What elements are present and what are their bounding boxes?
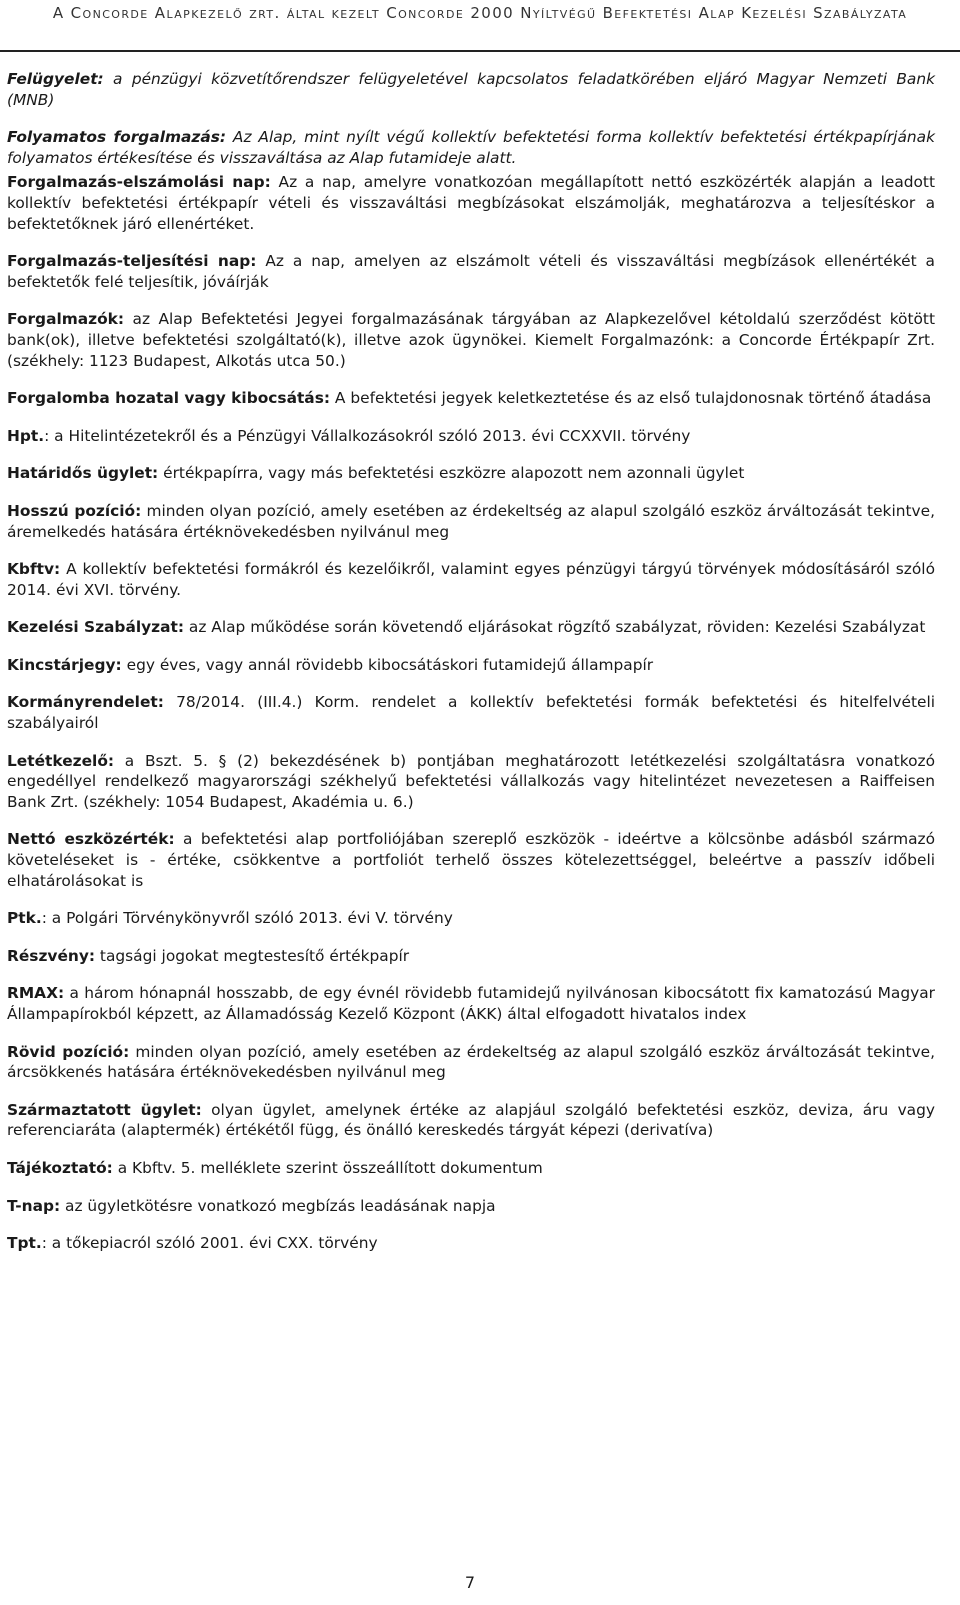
definition-term: Hosszú pozíció: (7, 501, 142, 520)
definition-text: a Kbftv. 5. melléklete szerint összeállított dokumentum (112, 1158, 543, 1177)
definition-entry (7, 946, 935, 967)
definition-text: Az a nap, amelyre vonatkozóan megállapított nettó eszközérték alapján a leadott kollektív befektetési értékpapír vételi és visszaváltási megbízásokat elszámolják, meghatározva a teljesítéskor a befektetőknek járó ellenértéket. (7, 173, 936, 233)
definition-text: A befektetési jegyek keletkeztetése és az első tulajdonosnak történő átadása (330, 389, 932, 408)
definition-entry (7, 829, 935, 891)
definition-entry (7, 1196, 935, 1217)
definition-text: az ügyletkötésre vonatkozó megbízás leadásának napja (60, 1196, 496, 1215)
definition-text: az Alap működése során követendő eljárásokat rögzítő szabályzat, röviden: Kezelési Szabályzat (184, 618, 926, 637)
definition-term: RMAX: (7, 984, 65, 1003)
definition-text: a három hónapnál hosszabb, de egy évnél rövidebb futamidejű nyilvánosan kibocsátott fix kamatozású Magyar Állampapírokból képzett, az Államadósság Kezelő Központ (ÁKK) által elfogadott hivatalos index (7, 984, 935, 1023)
definition-entry (7, 69, 935, 110)
definition-entry (7, 1100, 935, 1141)
definition-entry (7, 501, 935, 542)
definition-entry (7, 388, 935, 409)
definition-entry (7, 463, 935, 484)
definition-term: Nettó eszközérték: (7, 830, 175, 849)
definition-text: Az a nap, amelyen az elszámolt vételi és visszaváltási megbízások ellenértékét a befektetők felé teljesítik, jóváírják (7, 252, 935, 291)
definition-term: Ptk. (7, 909, 42, 928)
page-header (0, 0, 960, 48)
definition-entry (7, 655, 935, 676)
definition-term: Letétkezelő: (7, 751, 115, 770)
definition-term: Forgalomba hozatal vagy kibocsátás: (7, 389, 331, 408)
definition-entry (7, 1158, 935, 1179)
definition-entry (7, 172, 935, 234)
document-title: A Concorde Alapkezelő zrt. által kezelt Concorde 2000 Nyíltvégű Befektetési Alap Kezelési Szabályzata (52, 4, 908, 22)
definition-term: Folyamatos forgalmazás: (7, 128, 227, 147)
definition-entry (7, 908, 935, 929)
definition-text: olyan ügylet, amelynek értéke az alapjául szolgáló befektetési eszköz, deviza, áru vagy referenciaráta (alaptermék) értékétől függ, és önálló kereskedés tárgyát képezi (derivatíva) (7, 1100, 935, 1140)
definition-text: tagsági jogokat megtestesítő értékpapír (95, 946, 410, 965)
definition-term: Kormányrendelet: (7, 693, 164, 712)
definition-term: T-nap: (7, 1196, 61, 1215)
definition-entry (7, 692, 935, 733)
definition-text: egy éves, vagy annál rövidebb kibocsátáskori futamidejű állampapír (121, 655, 654, 674)
definition-term: Kbftv: (7, 560, 61, 579)
definition-entry (7, 617, 935, 638)
definition-term: Határidős ügylet: (7, 464, 159, 483)
definition-entry (7, 127, 935, 168)
definition-text: a befektetési alap portfoliójában szereplő eszközök - ideértve a kölcsönbe adásból származó követeléseket is - értéke, csökkentve a portfoliót terhelő összes kötelezettséggel, beleértve a passzív időbeli elhatárolásokat is (7, 830, 936, 890)
definition-term: Kezelési Szabályzat: (7, 618, 184, 637)
definition-text: a Bszt. 5. § (2) bekezdésének b) pontjában meghatározott letétkezelési szolgáltatásra vonatkozó engedéllyel rendelkező magyarországi székhelyű befektetési vállalkozás vagy hitelintézet nevezetesen a Raiffeisen Bank Zrt. (székhely: 1054 Budapest, Akadémia u. 6.) (7, 751, 935, 811)
definition-entry (7, 1233, 935, 1254)
definition-term: Forgalmazás-elszámolási nap: (7, 173, 271, 192)
definition-term: Tájékoztató: (7, 1158, 113, 1177)
definition-term: Rövid pozíció: (7, 1042, 130, 1061)
header-divider (0, 50, 960, 52)
definition-text: 78/2014. (III.4.) Korm. rendelet a kollektív befektetési formák befektetési és hitelfelvételi szabályairól (7, 693, 935, 733)
definition-term: Forgalmazók: (7, 310, 125, 329)
definition-text: : a tőkepiacról szóló 2001. évi CXX. törvény (41, 1234, 378, 1253)
definition-term: Tpt. (7, 1234, 42, 1253)
definition-text: A kollektív befektetési formákról és kezelőikről, valamint egyes pénzügyi tárgyú törvények módosításáról szóló 2014. évi XVI. törvény. (7, 560, 935, 599)
definition-entry (7, 309, 935, 371)
definition-term: Kincstárjegy: (7, 655, 122, 674)
definition-entry (7, 983, 935, 1024)
definition-term: Részvény: (7, 946, 96, 965)
definition-term: Származtatott ügylet: (7, 1100, 202, 1119)
definition-entry (7, 1042, 935, 1083)
definition-term: Hpt. (7, 426, 45, 445)
definition-text: az Alap Befektetési Jegyei forgalmazásának tárgyában az Alapkezelővel kétoldalú szerződést kötött bank(ok), illetve befektetési szolgáltató(k), illetve azok ügynökei. Kiemelt Forgalmazónk: a Concorde Értékpapír Zrt. (székhely: 1123 Budapest, Alkotás utca 50.) (7, 310, 935, 370)
definition-text: minden olyan pozíció, amely esetében az érdekeltség az alapul szolgáló eszköz árváltozását tekintve, árcsökkenés hatására értéknövekedésben nyilvánul meg (7, 1042, 935, 1082)
definition-text: : a Polgári Törvénykönyvről szóló 2013. évi V. törvény (41, 909, 453, 928)
definition-text: a pénzügyi közvetítőrendszer felügyeletével kapcsolatos feladatkörében eljáró Magyar Nemzeti Bank (MNB) (7, 70, 935, 109)
page-number: 7 (464, 1573, 476, 1592)
definitions-list (7, 69, 935, 1271)
definition-text: Az Alap, mint nyílt végű kollektív befektetési forma kollektív befektetési értékpapírjának folyamatos értékesítése és visszaváltása az Alap futamideje alatt. (7, 128, 935, 167)
definition-text: minden olyan pozíció, amely esetében az érdekeltség az alapul szolgáló eszköz árváltozását tekintve, áremelkedés hatására értéknövekedésben nyilvánul meg (7, 501, 935, 541)
definition-entry (7, 426, 935, 447)
definition-entry (7, 559, 935, 600)
definition-term: Felügyelet: (7, 70, 104, 88)
definition-entry (7, 251, 935, 292)
definition-term: Forgalmazás-teljesítési nap: (7, 252, 257, 271)
definition-text: : a Hitelintézetekről és a Pénzügyi Vállalkozásokról szóló 2013. évi CCXXVII. törvény (44, 426, 691, 445)
definition-text: értékpapírra, vagy más befektetési eszközre alapozott nem azonnali ügylet (158, 464, 745, 483)
definition-entry (7, 751, 935, 813)
